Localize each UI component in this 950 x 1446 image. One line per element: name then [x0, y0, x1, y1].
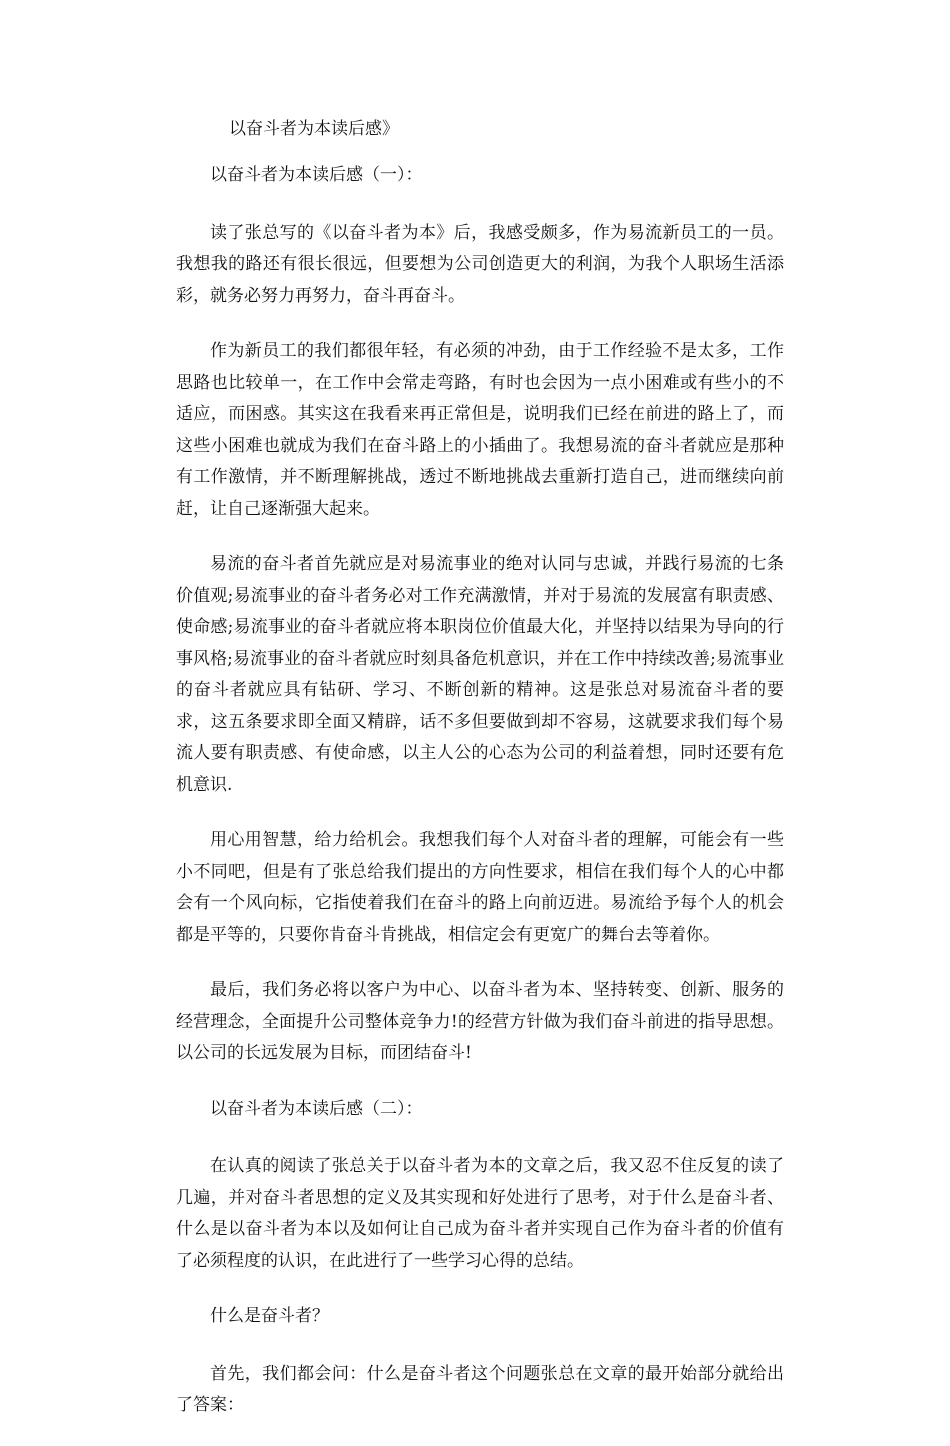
document-body — [176, 160, 784, 1446]
paragraph: 作为新员工的我们都很年轻，有必须的冲劲，由于工作经验不是太多，工作思路也比较单一，在工作中会常走弯路，有时也会因为一点小困难或有些小的不适应，而困惑。其实这在我看来再正常但是，说明我们已经在前进的路上了，而这些小困难也就成为我们在奋斗路上的小插曲了。我想易流的奋斗者就应是那种有工作激情，并不断理解挑战，透过不断地挑战去重新打造自己，进而继续向前赶，让自己逐渐强大起来。 — [176, 341, 784, 519]
section-heading-2: 以奋斗者为本读后感（二）： — [210, 1098, 423, 1119]
section-heading-1: 以奋斗者为本读后感（一）： — [210, 165, 423, 185]
paragraph: 在认真的阅读了张总关于以奋斗者为本的文章之后，我又忍不住反复的读了几遍，并对奋斗者思想的定义及其实现和好处进行了思考，对于什么是奋斗者、什么是以奋斗者为本以及如何让自己成为奋斗者并实现自己作为奋斗者的价值有了必须程度的认识，在此进行了一些学习心得的总结。 — [176, 1156, 784, 1271]
subheading-what-is-striver: 什么是奋斗者？ — [210, 1306, 329, 1326]
paragraph: 读了张总写的《以奋斗者为本》后，我感受颇多，作为易流新员工的一员。我想我的路还有很长很远，但要想为公司创造更大的利润，为我个人职场生活添彩，就务必努力再努力，奋斗再奋斗。 — [176, 222, 784, 306]
paragraph: 易流的奋斗者首先就应是对易流事业的绝对认同与忠诚，并践行易流的七条价值观;易流事业的奋斗者务必对工作充满激情，并对于易流的发展富有职责感、使命感;易流事业的奋斗者就应将本职岗位价值最大化，并坚持以结果为导向的行事风格;易流事业的奋斗者就应时刻具备危机意识，并在工作中持续改善;易流事业的奋斗者就应具有钻研、学习、不断创新的精神。这是张总对易流奋斗者的要求，这五条要求即全面又精辟，话不多但要做到却不容易，这就要求我们每个易流人要有职责感、有使命感，以主人公的心态为公司的利益着想，同时还要有危机意识. — [176, 554, 784, 795]
paragraph: 用心用智慧，给力给机会。我想我们每个人对奋斗者的理解，可能会有一些小不同吧，但是有了张总给我们提出的方向性要求，相信在我们每个人的心中都会有一个风向标，它指使着我们在奋斗的路上向前迈进。易流给予每个人的机会都是平等的，只要你肯奋斗肯挑战，相信定会有更宽广的舞台去等着你。 — [176, 830, 784, 945]
paragraph: 最后，我们务必将以客户为中心、以奋斗者为本、坚持转变、创新、服务的经营理念，全面提升公司整体竞争力!的经营方针做为我们奋斗前进的指导思想。以公司的长远发展为目标，而团结奋斗! — [176, 980, 784, 1063]
paragraph: 首先，我们都会问：什么是奋斗者这个问题张总在文章的最开始部分就给出了答案： — [176, 1363, 784, 1415]
document-title: 以奋斗者为本读后感》 — [229, 119, 399, 139]
